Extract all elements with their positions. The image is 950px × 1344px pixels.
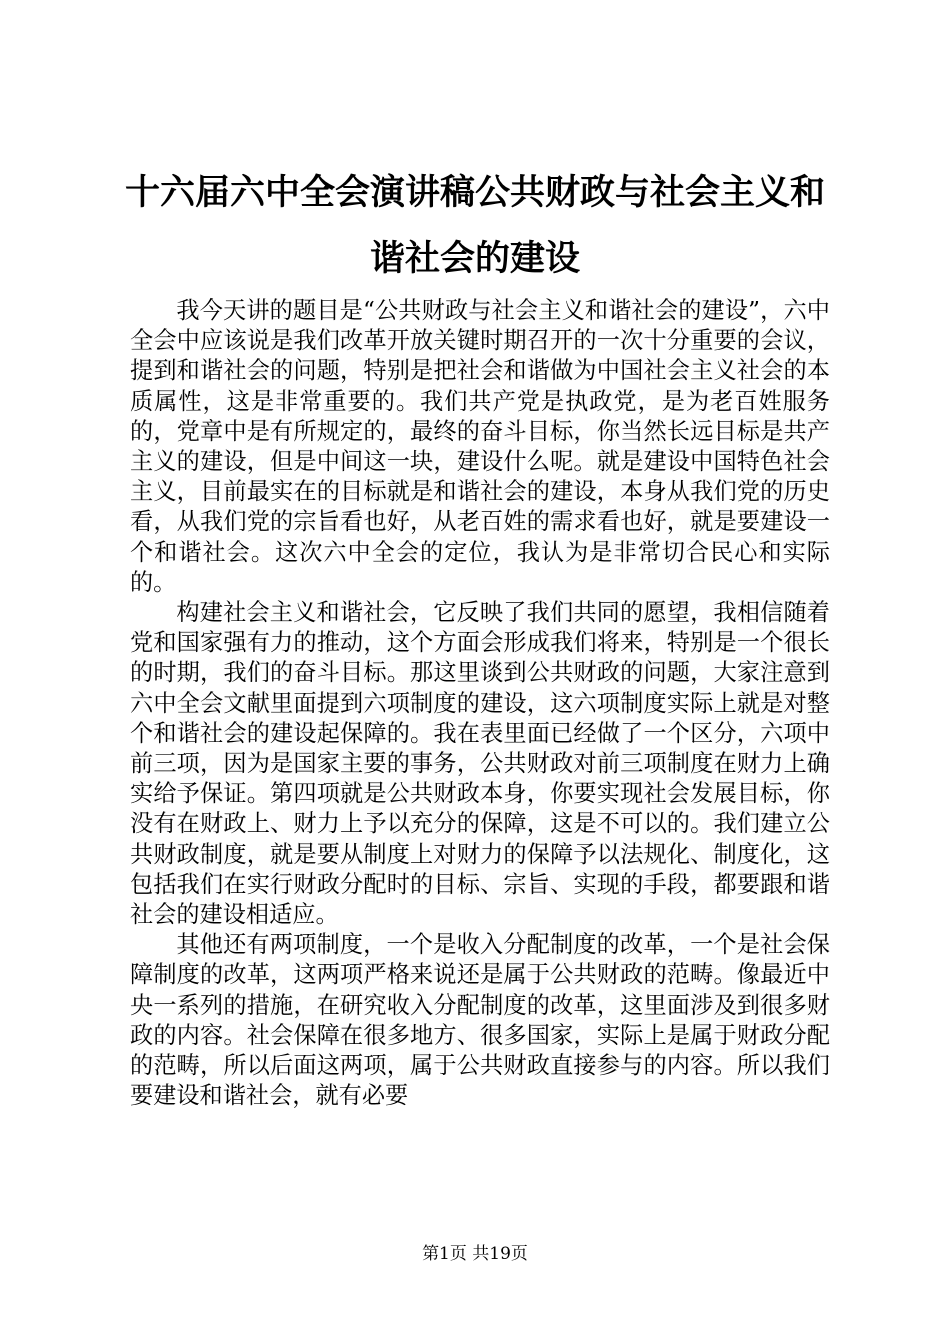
paragraph-1: 我今天讲的题目是“公共财政与社会主义和谐社会的建设”，六中全会中应该说是我们改革开放关键时期召开的一次十分重要的会议，提到和谐社会的问题，特别是把社会和谐做为中国社会主义社会的本质属性，这是非常重要的。我们共产党是执政党，是为老百姓服务的，党章中是有所规定的，最终的奋斗目标，你当然长远目标是共产主义的建设，但是中间这一块，建设什么呢。就是建设中国特色社会主义，目前最实在的目标就是和谐社会的建设，本身从我们党的历史看，从我们党的宗旨看也好，从老百姓的需求看也好，就是要建设一个和谐社会。这次六中全会的定位，我认为是非常切合民心和实际的。	[130, 297, 830, 596]
paragraph-2: 构建社会主义和谐社会，它反映了我们共同的愿望，我相信随着党和国家强有力的推动，这个方面会形成我们将来，特别是一个很长的时期，我们的奋斗目标。那这里谈到公共财政的问题，大家注意到六中全会文献里面提到六项制度的建设，这六项制度实际上就是对整个和谐社会的建设起保障的。我在表里面已经做了一个区分，六项中前三项，因为是国家主要的事务，公共财政对前三项制度在财力上确实给予保证。第四项就是公共财政本身，你要实现社会发展目标，你没有在财政上、财力上予以充分的保障，这是不可以的。我们建立公共财政制度，就是要从制度上对财力的保障予以法规化、制度化，这包括我们在实行财政分配时的目标、宗旨、实现的手段，都要跟和谐社会的建设相适应。	[130, 599, 830, 929]
document-body	[130, 296, 830, 1111]
paragraph-3: 其他还有两项制度，一个是收入分配制度的改革，一个是社会保障制度的改革，这两项严格来说还是属于公共财政的范畴。像最近中央一系列的措施，在研究收入分配制度的改革，这里面涉及到很多财政的内容。社会保障在很多地方、很多国家，实际上是属于财政分配的范畴，所以后面这两项，属于公共财政直接参与的内容。所以我们要建设和谐社会，就有必要	[130, 931, 830, 1110]
page-footer: 第1页 共19页	[422, 1244, 528, 1264]
page-title: 十六届六中全会演讲稿公共财政与社会主义和谐社会的建设	[124, 173, 825, 279]
